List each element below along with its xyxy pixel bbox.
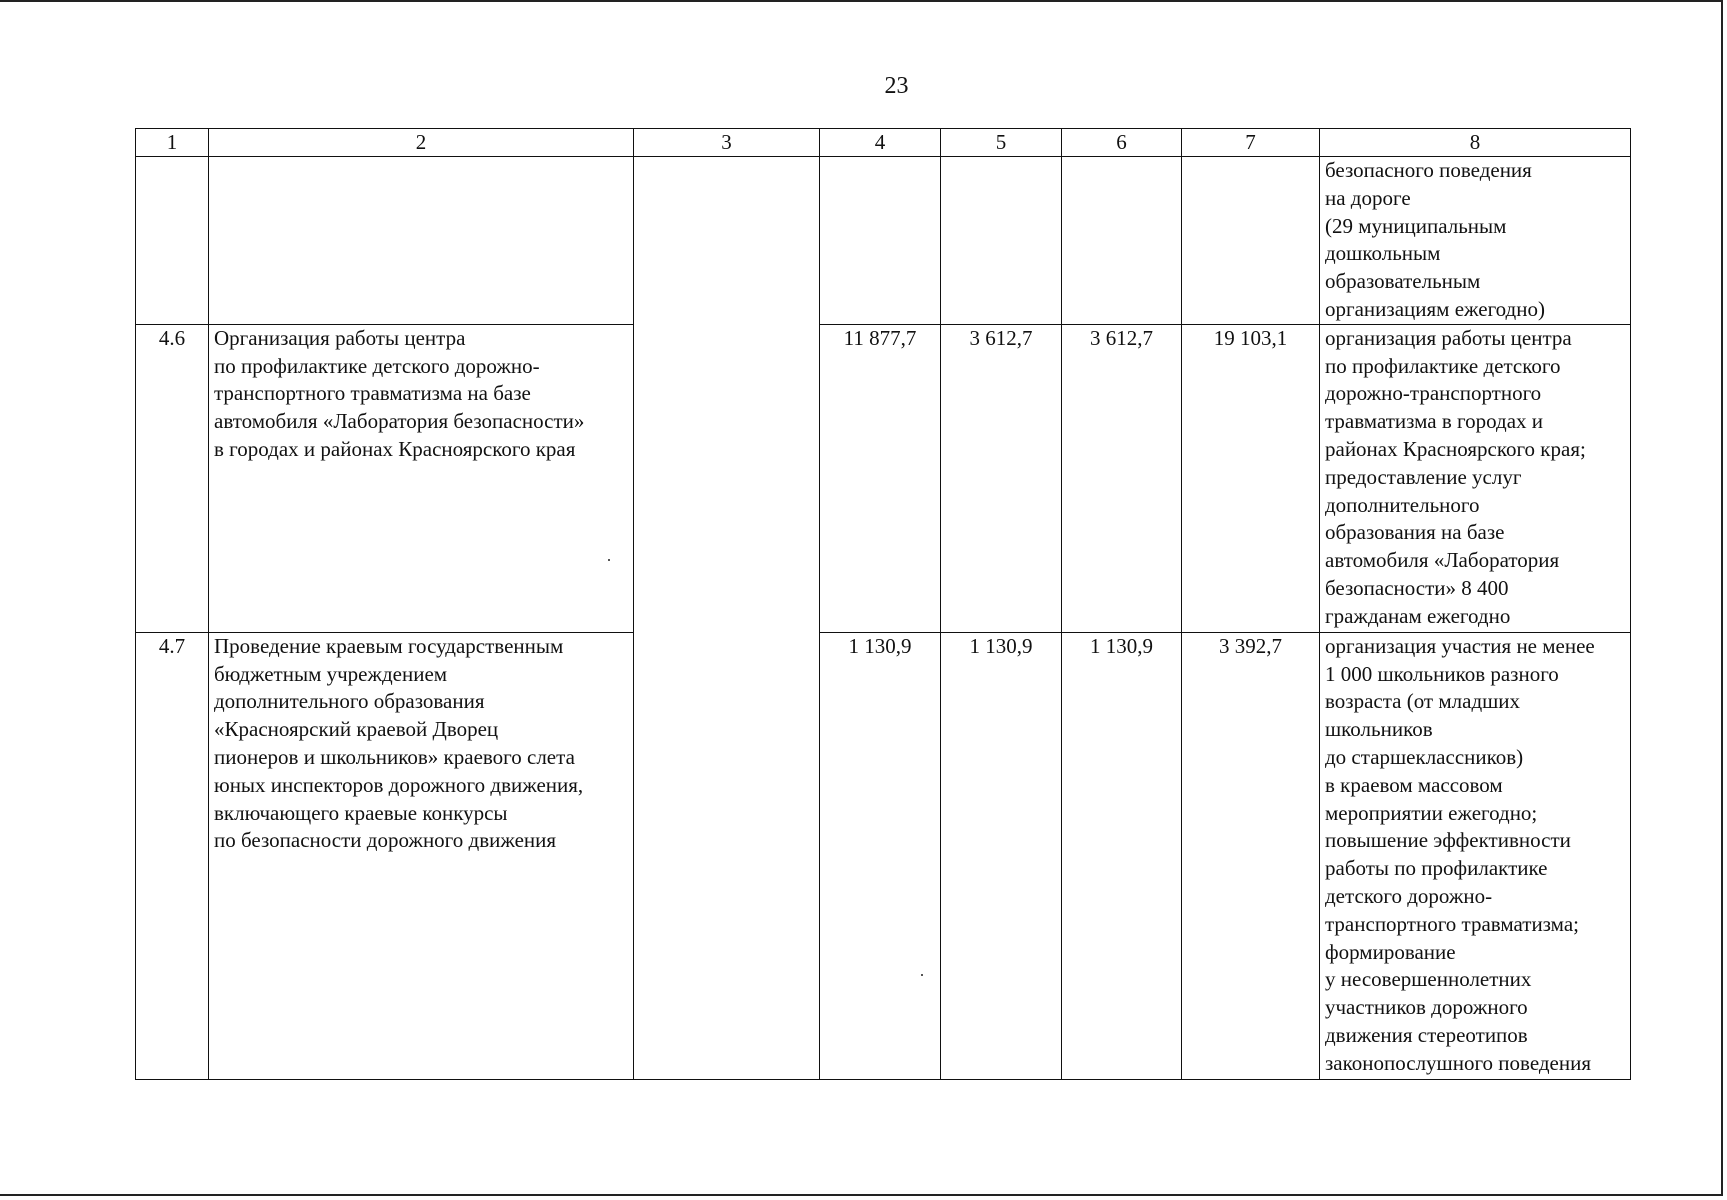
cell-empty [209, 157, 634, 325]
value-col-6: 3 612,7 [1062, 324, 1182, 632]
column-header-2: 2 [209, 129, 634, 157]
page-number: 23 [884, 73, 909, 99]
row-number: 4.6 [136, 324, 209, 632]
cell-empty [1182, 157, 1320, 325]
column-number-row [136, 129, 1631, 157]
value-total: 19 103,1 [1182, 324, 1320, 632]
value-col-5: 1 130,9 [941, 632, 1062, 1079]
column-header-1: 1 [136, 129, 209, 157]
merged-executor-cell [634, 157, 820, 1080]
value-col-5: 3 612,7 [941, 324, 1062, 632]
cell-empty [941, 157, 1062, 325]
continuation-result-cell: безопасного поведения на дороге (29 муниципальным дошкольным образовательным организациям ежегодно) [1320, 157, 1631, 325]
measure-name: Проведение краевым государственным бюджетным учреждением дополнительного образования «Красноярский краевой Дворец пионеров и школьников» краевого слета юных инспекторов дорожного движения, включающего краевые конкурсы по безопасности дорожного движения [209, 632, 634, 1079]
value-col-6: 1 130,9 [1062, 632, 1182, 1079]
value-col-4: 11 877,7 [820, 324, 941, 632]
table-row [136, 632, 1631, 1079]
column-header-8: 8 [1320, 129, 1631, 157]
value-total: 3 392,7 [1182, 632, 1320, 1079]
cell-empty [136, 157, 209, 325]
column-header-7: 7 [1182, 129, 1320, 157]
measure-name: Организация работы центра по профилактике детского дорожно- транспортного травматизма на базе автомобиля «Лаборатория безопасности» в городах и районах Красноярского края [209, 324, 634, 632]
column-header-4: 4 [820, 129, 941, 157]
program-table [135, 128, 1631, 1080]
table-row [136, 324, 1631, 632]
column-header-6: 6 [1062, 129, 1182, 157]
expected-result: организация работы центра по профилактике детского дорожно-транспортного травматизма в городах и районах Красноярского края; предоставление услуг дополнительного образования на базе автомобиля «Лаборатория безопасности» 8 400 гражданам ежегодно [1320, 324, 1631, 632]
column-header-5: 5 [941, 129, 1062, 157]
column-header-3: 3 [634, 129, 820, 157]
value-col-4: 1 130,9 [820, 632, 941, 1079]
continuation-row [136, 157, 1631, 325]
scan-speck [608, 559, 610, 561]
cell-empty [820, 157, 941, 325]
cell-empty [1062, 157, 1182, 325]
row-number: 4.7 [136, 632, 209, 1079]
scan-speck [921, 974, 923, 976]
expected-result: организация участия не менее 1 000 школьников разного возраста (от младших школьников до старшеклассников) в краевом массовом мероприятии ежегодно; повышение эффективности работы по профилактике детского дорожно- транспортного травматизма; формирование у несовершеннолетних участников дорожного движения стереотипов законопослушного поведения [1320, 632, 1631, 1079]
